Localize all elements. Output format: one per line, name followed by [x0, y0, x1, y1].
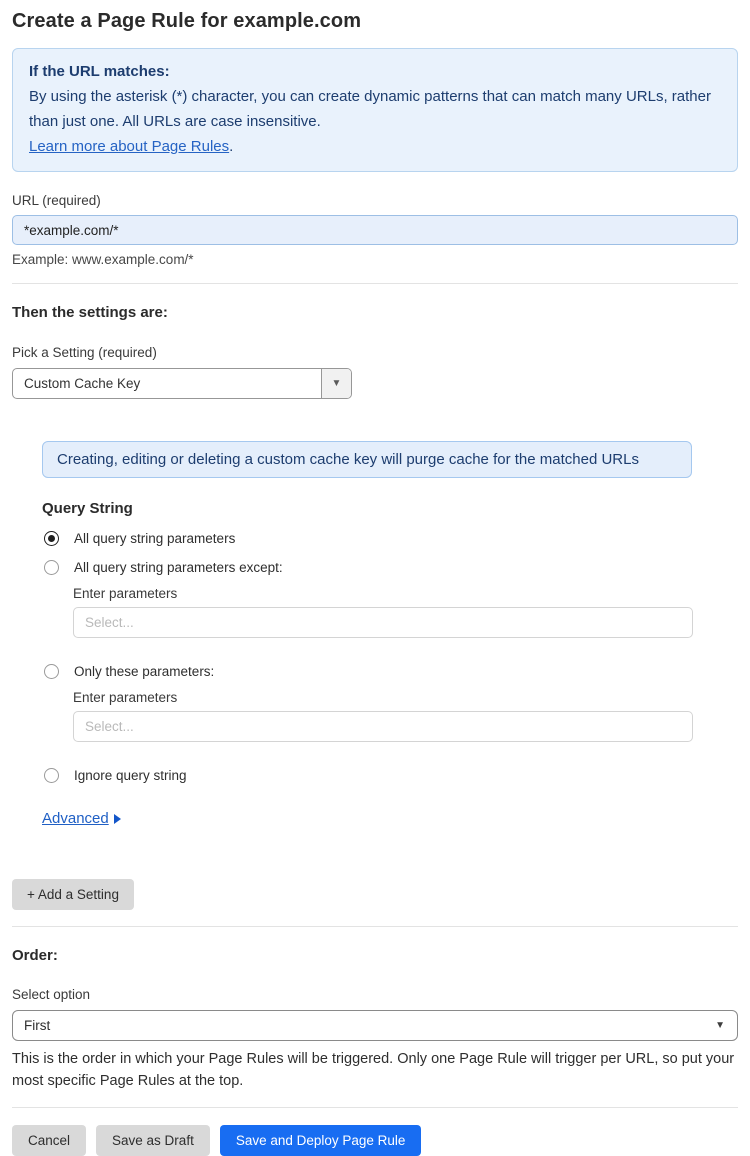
- except-parameters-input[interactable]: [73, 607, 693, 638]
- only-params-field: [73, 690, 738, 742]
- except-params-field: [73, 586, 738, 638]
- radio-ignore-query-string[interactable]: [44, 768, 738, 783]
- enter-parameters-label: Enter parameters: [73, 690, 178, 705]
- caret-right-icon: [114, 814, 121, 824]
- info-box-heading: If the URL matches:: [29, 63, 170, 80]
- order-help-text: This is the order in which your Page Rules will be triggered. Only one Page Rule will trigger per URL, so put your most specific Page Rules at the top.: [12, 1051, 735, 1089]
- page-title: Create a Page Rule for example.com: [12, 10, 362, 32]
- radio-button-icon[interactable]: [44, 560, 59, 575]
- radio-button-icon[interactable]: [44, 664, 59, 679]
- radio-label: All query string parameters: [74, 531, 236, 546]
- pick-setting-label: Pick a Setting (required): [12, 345, 157, 360]
- cache-purge-notice: Creating, editing or deleting a custom cache key will purge cache for the matched URLs: [42, 441, 692, 478]
- section-divider: [12, 283, 738, 284]
- section-divider: [12, 926, 738, 927]
- page-rule-form: [0, 10, 750, 1156]
- save-as-draft-button[interactable]: Save as Draft: [96, 1125, 210, 1156]
- order-heading: Order:: [12, 947, 58, 964]
- only-parameters-input[interactable]: [73, 711, 693, 742]
- url-input[interactable]: [12, 215, 738, 245]
- cancel-button[interactable]: Cancel: [12, 1125, 86, 1156]
- add-setting-button[interactable]: + Add a Setting: [12, 879, 134, 910]
- url-field-label: URL (required): [12, 193, 101, 208]
- query-string-heading: Query String: [42, 500, 133, 517]
- radio-label: Ignore query string: [74, 768, 187, 783]
- radio-all-params-except[interactable]: [44, 560, 738, 575]
- advanced-link-label: Advanced: [42, 810, 109, 827]
- setting-dropdown-button[interactable]: [321, 369, 351, 398]
- info-box-body: By using the asterisk (*) character, you can create dynamic patterns that can match many URLs, rather than just one. All URLs are case insensitive. Learn more about Page Rules.: [29, 88, 711, 155]
- chevron-down-icon: ▼: [715, 1020, 725, 1031]
- radio-button-icon[interactable]: [44, 768, 59, 783]
- radio-label: Only these parameters:: [74, 664, 215, 679]
- enter-parameters-label: Enter parameters: [73, 586, 178, 601]
- radio-label: All query string parameters except:: [74, 560, 283, 575]
- setting-dropdown[interactable]: [12, 368, 352, 399]
- link-period: .: [229, 138, 234, 155]
- chevron-down-icon: ▼: [331, 378, 342, 389]
- settings-heading: Then the settings are:: [12, 304, 168, 321]
- setting-dropdown-value: Custom Cache Key: [24, 376, 141, 391]
- footer-divider: [12, 1107, 738, 1108]
- url-match-info-box: [12, 48, 738, 172]
- save-and-deploy-button[interactable]: Save and Deploy Page Rule: [220, 1125, 422, 1156]
- url-example-text: Example: www.example.com/*: [12, 252, 194, 267]
- radio-button-icon[interactable]: [44, 531, 59, 546]
- learn-more-link[interactable]: Learn more about Page Rules: [29, 138, 230, 155]
- order-select-label: Select option: [12, 987, 91, 1002]
- advanced-link[interactable]: [42, 810, 121, 827]
- order-dropdown[interactable]: [12, 1010, 738, 1041]
- order-dropdown-value: First: [24, 1018, 51, 1033]
- radio-only-these-params[interactable]: [44, 664, 738, 679]
- radio-all-query-params[interactable]: [44, 531, 738, 546]
